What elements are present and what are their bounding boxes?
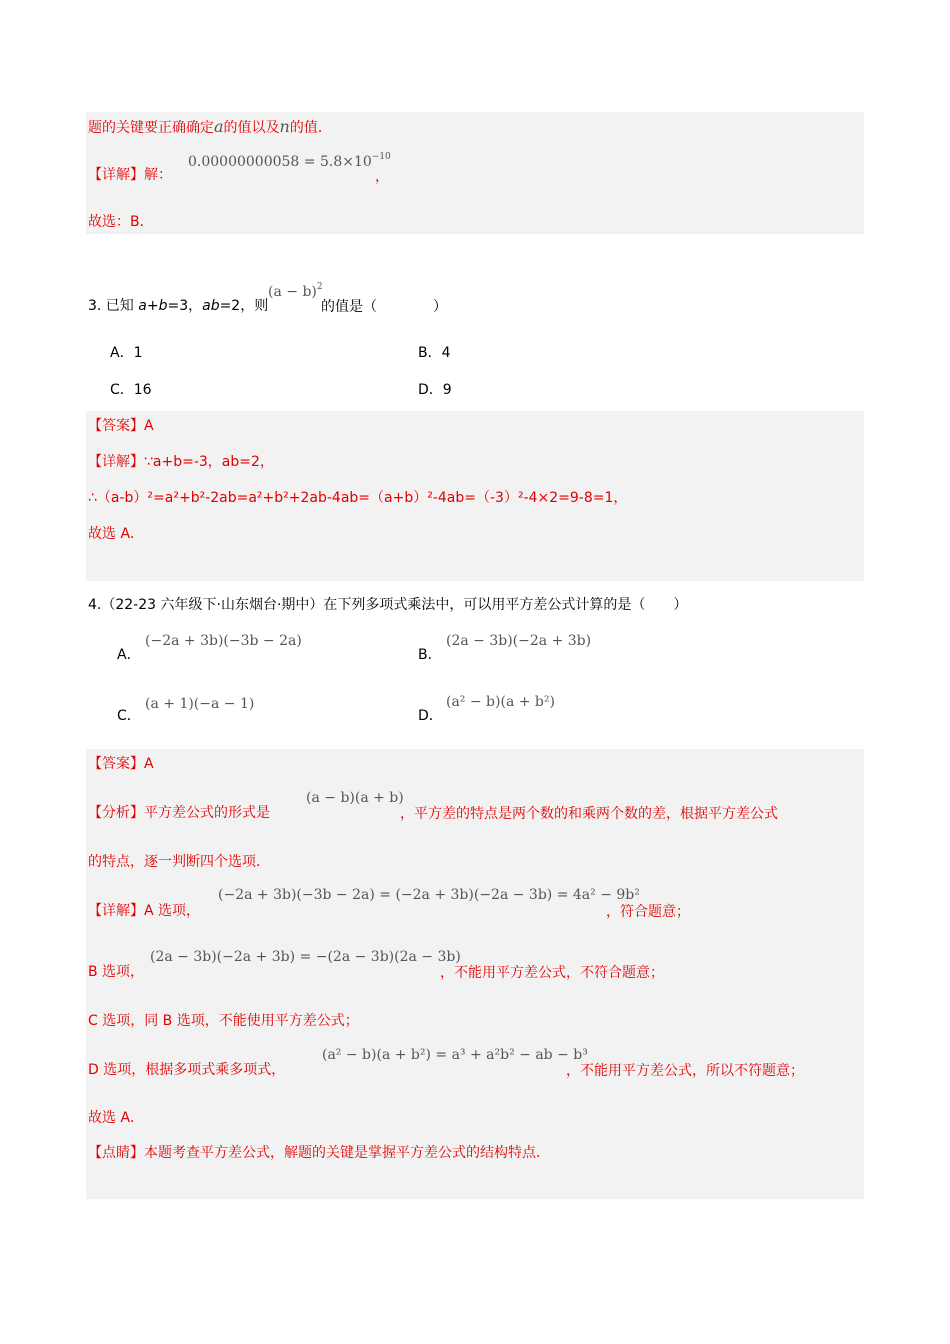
- q4-analysis-math: (a − b)(a + b): [306, 790, 404, 806]
- q4-option-d-math: (a² − b)(a + b²): [446, 694, 555, 710]
- q3-detail: 【详解】∵a+b=-3，ab=2，: [88, 454, 274, 470]
- q4-option-b[interactable]: B．: [418, 647, 442, 663]
- q4-analysis-rest: ，平方差的特点是两个数的和乘两个数的差，根据平方差公式: [400, 806, 778, 822]
- q3-option-a[interactable]: A．1: [110, 345, 143, 361]
- q3-option-d[interactable]: D．9: [418, 382, 452, 398]
- q4-option-b-math: (2a − 3b)(−2a + 3b): [446, 633, 592, 649]
- q4-d-label: D 选项，根据多项式乘多项式，: [88, 1062, 286, 1078]
- q4-option-c-math: (a + 1)(−a − 1): [145, 696, 255, 712]
- var-a: a: [214, 117, 224, 136]
- q4-detail-label: 【详解】A 选项，: [88, 903, 201, 919]
- q4-answer: 【答案】A: [88, 756, 154, 772]
- q4-d-math: (a² − b)(a + b²) = a³ + a²b² − ab − b³: [322, 1047, 588, 1063]
- q2-key-line: 题的关键要正确确定a的值以及n的值．: [88, 117, 332, 136]
- q4-b-label: B 选项，: [88, 964, 145, 980]
- q2-choose: 故选：B．: [88, 214, 154, 230]
- q4-option-d[interactable]: D．: [418, 708, 443, 724]
- q4-detail-end: ，符合题意；: [606, 904, 690, 920]
- q2-detail-end: ，: [375, 169, 389, 185]
- q4-detail-math: (−2a + 3b)(−3b − 2a) = (−2a + 3b)(−2a − 3b) = 4a² − 9b²: [218, 887, 640, 903]
- q4-b-math: (2a − 3b)(−2a + 3b) = −(2a − 3b)(2a − 3b): [150, 949, 461, 965]
- q3-option-b[interactable]: B．4: [418, 345, 451, 361]
- q2-detail-line: 【详解】解：: [88, 167, 172, 183]
- q4-option-a[interactable]: A．: [117, 647, 141, 663]
- q4-comment: 【点睛】本题考查平方差公式，解题的关键是掌握平方差公式的结构特点．: [88, 1145, 550, 1161]
- q3-therefore: ∴（a-b）²=a²+b²-2ab=a²+b²+2ab-4ab=（a+b）²-4ab=（-3）²-4×2=9-8=1，: [88, 490, 628, 506]
- q4-choose: 故选 A．: [88, 1110, 145, 1126]
- q4-option-a-math: (−2a + 3b)(−3b − 2a): [145, 633, 302, 649]
- q3-answer: 【答案】A: [88, 418, 154, 434]
- q4-d-end: ，不能用平方差公式，所以不符题意；: [566, 1063, 804, 1079]
- var-n: n: [279, 117, 290, 136]
- q4-option-c[interactable]: C．: [117, 708, 141, 724]
- q2-detail-math: $0.00000000058 = 5.8\times 10^{-10}$: [188, 152, 391, 170]
- q4-stem: 4.（22-23 六年级下·山东烟台·期中）在下列多项式乘法中，可以用平方差公式计算的是（ ）: [88, 597, 688, 613]
- q4-analysis-label: 【分析】平方差公式的形式是: [88, 805, 270, 821]
- q3-choose: 故选 A．: [88, 526, 145, 542]
- q4-c-line: C 选项，同 B 选项，不能使用平方差公式；: [88, 1013, 359, 1029]
- q3-stem-math: $(a - b)^2$: [268, 282, 323, 300]
- q4-b-end: ，不能用平方差公式，不符合题意；: [440, 965, 664, 981]
- q3-option-c[interactable]: C．16: [110, 382, 152, 398]
- q3-stem-end: 的值是（ ）: [321, 299, 447, 315]
- q3-stem: 3. 已知 a+b=3，ab=2，则: [88, 298, 269, 314]
- q4-analysis-line2: 的特点，逐一判断四个选项．: [88, 854, 270, 870]
